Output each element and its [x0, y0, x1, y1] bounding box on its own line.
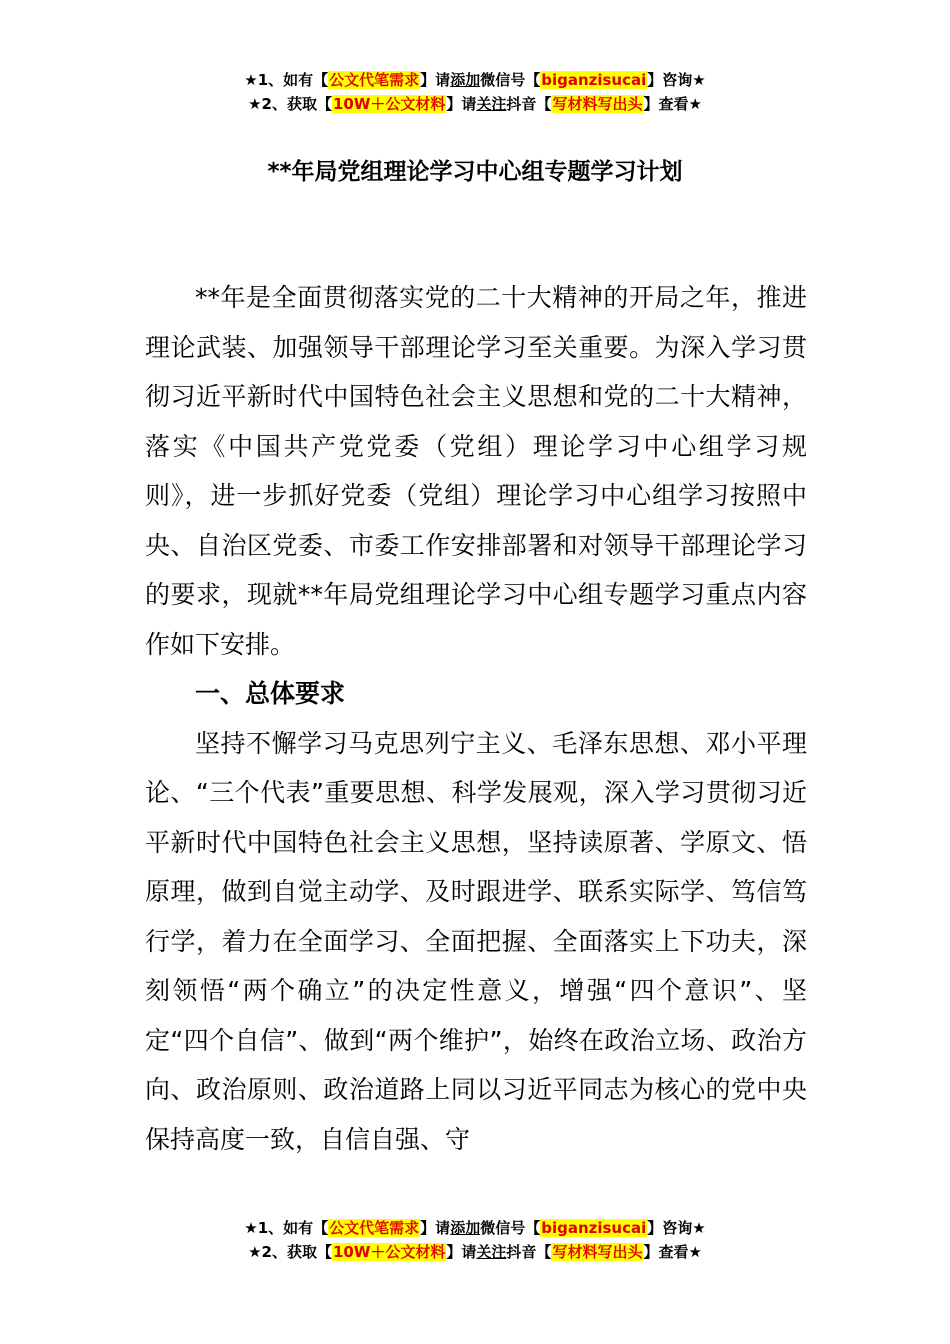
footer-line-2-suffix: 】查看★ [643, 1243, 702, 1261]
footer-highlight-materials: 10W＋公文材料 [332, 1243, 446, 1261]
banner-highlight-materials: 10W＋公文材料 [332, 95, 446, 113]
document-body [145, 273, 807, 1164]
section-1-paragraph: 坚持不懈学习马克思列宁主义、毛泽东思想、邓小平理论、“三个代表”重要思想、科学发展观，深入学习贯彻习近平新时代中国特色社会主义思想，坚持读原著、学原文、悟原理，做到自觉主动学、及时跟进学、联系实际学、笃信笃行学，着力在全面学习、全面把握、全面落实上下功夫，深刻领悟“两个确立”的决定性意义，增强“四个意识”、坚定“四个自信”、做到“两个维护”，始终在政治立场、政治方向、政治原则、政治道路上同以习近平同志为核心的党中央保持高度一致，自信自强、守 [145, 728, 807, 1154]
section-heading-general-requirements: 一、总体要求 [195, 679, 346, 708]
footer-underline-follow: 关注 [476, 1243, 507, 1261]
footer-highlight-douyin-account: 写材料写出头 [552, 1243, 643, 1261]
footer-banner-line-1 [0, 1216, 950, 1240]
footer-banner [0, 1216, 950, 1264]
banner-line-1-text: 】请 [420, 71, 451, 89]
banner-line-1-suffix: 】咨询★ [647, 71, 706, 89]
banner-highlight-douyin-account: 写材料写出头 [552, 95, 643, 113]
document-title: **年局党组理论学习中心组专题学习计划 [267, 159, 683, 185]
banner-line-1-prefix: ★1、如有【 [244, 71, 329, 89]
intro-paragraph: **年是全面贯彻落实党的二十大精神的开局之年，推进理论武装、加强领导干部理论学习至关重要。为深入学习贯彻习近平新时代中国特色社会主义思想和党的二十大精神，落实《中国共产党党委（党组）理论学习中心组学习规则》，进一步抓好党委（党组）理论学习中心组学习按照中央、自治区党委、市委工作安排部署和对领导干部理论学习的要求，现就**年局党组理论学习中心组专题学习重点内容作如下安排。 [145, 283, 807, 659]
footer-line-2-prefix: ★2、获取【 [248, 1243, 332, 1261]
footer-line-1-text: 】请 [420, 1219, 451, 1237]
footer-line-1-suffix: 】咨询★ [647, 1219, 706, 1237]
footer-line-2-text: 】请 [446, 1243, 477, 1261]
footer-banner-line-2 [0, 1240, 950, 1264]
banner-line-2-text-2: 抖音【 [506, 95, 552, 113]
banner-highlight-wechat-id: biganzisucai [541, 71, 647, 89]
banner-line-2-text: 】请 [446, 95, 477, 113]
footer-line-2-text-2: 抖音【 [506, 1243, 552, 1261]
banner-highlight-writing-service: 公文代笔需求 [329, 71, 420, 89]
banner-line-1-text-2: 微信号【 [480, 71, 541, 89]
header-banner [0, 68, 950, 116]
banner-underline-follow: 关注 [476, 95, 507, 113]
footer-underline-add: 添加 [450, 1219, 481, 1237]
banner-underline-add: 添加 [450, 71, 481, 89]
footer-highlight-writing-service: 公文代笔需求 [329, 1219, 420, 1237]
banner-line-2 [0, 92, 950, 116]
banner-line-2-suffix: 】查看★ [643, 95, 702, 113]
banner-line-1 [0, 68, 950, 92]
footer-highlight-wechat-id: biganzisucai [541, 1219, 647, 1237]
footer-line-1-text-2: 微信号【 [480, 1219, 541, 1237]
banner-line-2-prefix: ★2、获取【 [248, 95, 332, 113]
footer-line-1-prefix: ★1、如有【 [244, 1219, 329, 1237]
